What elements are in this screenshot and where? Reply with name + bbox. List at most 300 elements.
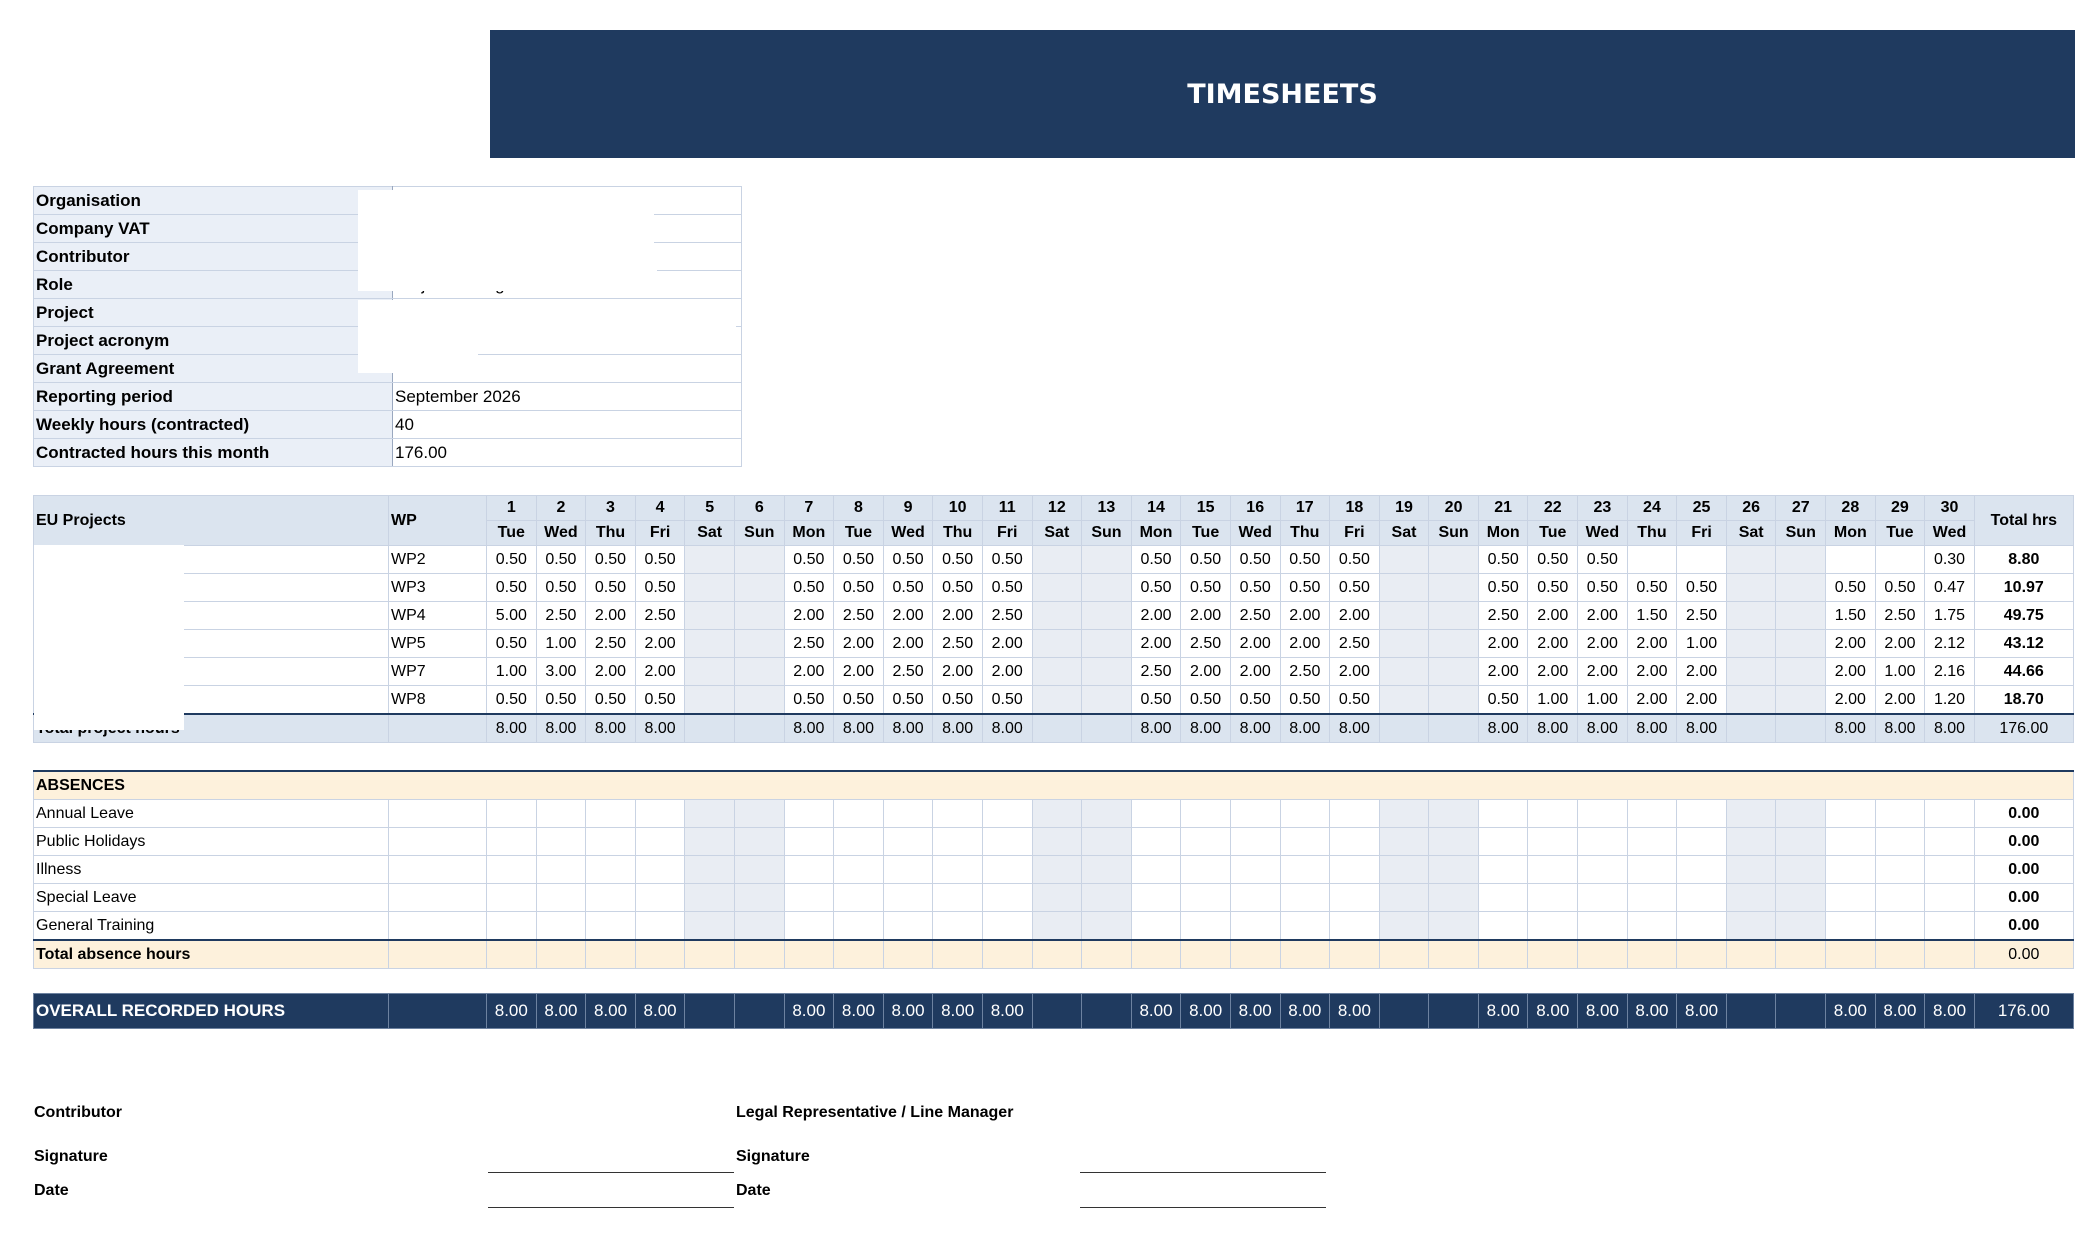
hours-cell[interactable]: 2.00 [933, 602, 983, 630]
hours-cell[interactable]: 2.00 [1330, 602, 1380, 630]
hours-cell[interactable]: 2.00 [883, 630, 933, 658]
hours-cell[interactable]: 2.00 [1875, 686, 1925, 715]
hours-cell[interactable]: 2.00 [1330, 658, 1380, 686]
absence-hours-cell[interactable] [1776, 856, 1826, 884]
hours-cell[interactable]: 2.50 [784, 630, 834, 658]
absence-hours-cell[interactable] [933, 912, 983, 941]
absence-hours-cell[interactable] [635, 828, 685, 856]
absence-hours-cell[interactable] [1478, 912, 1528, 941]
absence-hours-cell[interactable] [685, 912, 735, 941]
hours-cell[interactable] [1726, 546, 1776, 574]
absence-hours-cell[interactable] [1528, 828, 1578, 856]
hours-cell[interactable] [1726, 686, 1776, 715]
manager-date-line[interactable] [1080, 1207, 1326, 1208]
absence-hours-cell[interactable] [1776, 800, 1826, 828]
absence-hours-cell[interactable] [1478, 884, 1528, 912]
hours-cell[interactable] [1082, 686, 1132, 715]
absence-hours-cell[interactable] [1032, 800, 1082, 828]
absence-hours-cell[interactable] [1627, 912, 1677, 941]
absence-hours-cell[interactable] [1726, 800, 1776, 828]
hours-cell[interactable]: 2.00 [1230, 658, 1280, 686]
absence-hours-cell[interactable] [1578, 800, 1628, 828]
hours-cell[interactable]: 2.00 [1230, 630, 1280, 658]
absence-hours-cell[interactable] [1330, 884, 1380, 912]
hours-cell[interactable]: 2.00 [1826, 630, 1876, 658]
hours-cell[interactable]: 2.00 [784, 602, 834, 630]
hours-cell[interactable] [1875, 546, 1925, 574]
absence-hours-cell[interactable] [883, 856, 933, 884]
absence-hours-cell[interactable] [982, 912, 1032, 941]
hours-cell[interactable]: 1.75 [1925, 602, 1975, 630]
hours-cell[interactable]: 0.50 [1131, 574, 1181, 602]
absence-hours-cell[interactable] [1379, 856, 1429, 884]
hours-cell[interactable]: 2.00 [1528, 602, 1578, 630]
absence-hours-cell[interactable] [834, 884, 884, 912]
hours-cell[interactable] [1677, 546, 1727, 574]
absence-hours-cell[interactable] [1230, 856, 1280, 884]
hours-cell[interactable]: 0.50 [1578, 574, 1628, 602]
absence-hours-cell[interactable] [1726, 856, 1776, 884]
absence-hours-cell[interactable] [1429, 828, 1479, 856]
hours-cell[interactable] [1032, 574, 1082, 602]
absence-hours-cell[interactable] [536, 884, 586, 912]
hours-cell[interactable]: 0.50 [834, 546, 884, 574]
absence-hours-cell[interactable] [1082, 912, 1132, 941]
absence-hours-cell[interactable] [883, 828, 933, 856]
absence-hours-cell[interactable] [685, 856, 735, 884]
hours-cell[interactable] [1379, 574, 1429, 602]
absence-hours-cell[interactable] [1578, 912, 1628, 941]
hours-cell[interactable]: 2.00 [982, 658, 1032, 686]
hours-cell[interactable]: 0.47 [1925, 574, 1975, 602]
absence-hours-cell[interactable] [635, 912, 685, 941]
hours-cell[interactable]: 0.50 [883, 574, 933, 602]
hours-cell[interactable]: 2.12 [1925, 630, 1975, 658]
hours-cell[interactable]: 2.00 [1826, 686, 1876, 715]
hours-cell[interactable]: 2.50 [834, 602, 884, 630]
absence-hours-cell[interactable] [1677, 800, 1727, 828]
absence-hours-cell[interactable] [1032, 912, 1082, 941]
hours-cell[interactable]: 0.50 [1280, 546, 1330, 574]
hours-cell[interactable]: 0.50 [883, 686, 933, 715]
absence-hours-cell[interactable] [1082, 856, 1132, 884]
absence-hours-cell[interactable] [1776, 884, 1826, 912]
hours-cell[interactable] [1429, 546, 1479, 574]
absence-hours-cell[interactable] [1677, 884, 1727, 912]
absence-hours-cell[interactable] [1131, 828, 1181, 856]
info-value[interactable]: September 2026 [393, 383, 742, 411]
absence-hours-cell[interactable] [1776, 912, 1826, 941]
hours-cell[interactable]: 0.50 [1528, 574, 1578, 602]
absence-hours-cell[interactable] [982, 828, 1032, 856]
absence-hours-cell[interactable] [1181, 856, 1231, 884]
absence-hours-cell[interactable] [1330, 856, 1380, 884]
hours-cell[interactable]: 2.00 [1131, 630, 1181, 658]
hours-cell[interactable]: 2.50 [1875, 602, 1925, 630]
absence-hours-cell[interactable] [1627, 828, 1677, 856]
absence-hours-cell[interactable] [1875, 856, 1925, 884]
absence-hours-cell[interactable] [1875, 912, 1925, 941]
hours-cell[interactable] [1776, 686, 1826, 715]
hours-cell[interactable]: 2.00 [586, 602, 636, 630]
absence-hours-cell[interactable] [1230, 884, 1280, 912]
hours-cell[interactable]: 5.00 [487, 602, 537, 630]
hours-cell[interactable] [685, 686, 735, 715]
hours-cell[interactable] [685, 574, 735, 602]
absence-hours-cell[interactable] [1677, 828, 1727, 856]
hours-cell[interactable] [1032, 630, 1082, 658]
absence-hours-cell[interactable] [487, 884, 537, 912]
absence-hours-cell[interactable] [1429, 884, 1479, 912]
absence-hours-cell[interactable] [883, 912, 933, 941]
hours-cell[interactable]: 0.50 [1478, 546, 1528, 574]
hours-cell[interactable]: 2.00 [784, 658, 834, 686]
absence-hours-cell[interactable] [1131, 800, 1181, 828]
hours-cell[interactable]: 0.50 [1826, 574, 1876, 602]
absence-hours-cell[interactable] [1280, 800, 1330, 828]
hours-cell[interactable]: 2.50 [536, 602, 586, 630]
absence-hours-cell[interactable] [586, 800, 636, 828]
hours-cell[interactable]: 1.00 [487, 658, 537, 686]
hours-cell[interactable] [1082, 574, 1132, 602]
hours-cell[interactable]: 0.50 [1578, 546, 1628, 574]
hours-cell[interactable] [685, 546, 735, 574]
hours-cell[interactable]: 2.00 [1578, 630, 1628, 658]
hours-cell[interactable]: 0.50 [1478, 574, 1528, 602]
hours-cell[interactable] [685, 658, 735, 686]
hours-cell[interactable]: 0.50 [784, 686, 834, 715]
hours-cell[interactable]: 1.00 [1528, 686, 1578, 715]
hours-cell[interactable]: 2.50 [1131, 658, 1181, 686]
hours-cell[interactable]: 2.50 [1478, 602, 1528, 630]
absence-hours-cell[interactable] [1131, 856, 1181, 884]
hours-cell[interactable]: 0.50 [1627, 574, 1677, 602]
absence-hours-cell[interactable] [1875, 828, 1925, 856]
absence-hours-cell[interactable] [1826, 912, 1876, 941]
absence-hours-cell[interactable] [1528, 884, 1578, 912]
absence-hours-cell[interactable] [1131, 912, 1181, 941]
absence-hours-cell[interactable] [1181, 884, 1231, 912]
hours-cell[interactable] [734, 658, 784, 686]
absence-hours-cell[interactable] [1230, 828, 1280, 856]
hours-cell[interactable]: 1.00 [1677, 630, 1727, 658]
hours-cell[interactable]: 0.50 [1230, 546, 1280, 574]
hours-cell[interactable]: 0.50 [536, 546, 586, 574]
hours-cell[interactable] [685, 602, 735, 630]
absence-hours-cell[interactable] [1875, 800, 1925, 828]
hours-cell[interactable]: 2.00 [1478, 658, 1528, 686]
hours-cell[interactable]: 2.00 [635, 630, 685, 658]
absence-hours-cell[interactable] [1181, 912, 1231, 941]
hours-cell[interactable]: 2.00 [834, 630, 884, 658]
absence-hours-cell[interactable] [883, 800, 933, 828]
hours-cell[interactable] [1082, 630, 1132, 658]
hours-cell[interactable]: 2.00 [1677, 686, 1727, 715]
absence-hours-cell[interactable] [734, 884, 784, 912]
absence-hours-cell[interactable] [1677, 856, 1727, 884]
absence-hours-cell[interactable] [1826, 884, 1876, 912]
hours-cell[interactable] [1379, 658, 1429, 686]
hours-cell[interactable] [1726, 630, 1776, 658]
hours-cell[interactable] [1032, 658, 1082, 686]
hours-cell[interactable]: 1.00 [1875, 658, 1925, 686]
contributor-signature-line[interactable] [488, 1172, 734, 1173]
hours-cell[interactable] [734, 602, 784, 630]
hours-cell[interactable]: 0.50 [1280, 574, 1330, 602]
hours-cell[interactable]: 0.50 [1131, 546, 1181, 574]
hours-cell[interactable] [1082, 658, 1132, 686]
hours-cell[interactable] [1776, 546, 1826, 574]
hours-cell[interactable] [1429, 686, 1479, 715]
hours-cell[interactable]: 2.00 [1826, 658, 1876, 686]
absence-hours-cell[interactable] [1875, 884, 1925, 912]
hours-cell[interactable] [1429, 602, 1479, 630]
hours-cell[interactable] [1776, 630, 1826, 658]
hours-cell[interactable]: 0.50 [1330, 686, 1380, 715]
absence-hours-cell[interactable] [536, 912, 586, 941]
absence-hours-cell[interactable] [933, 856, 983, 884]
hours-cell[interactable]: 0.50 [1181, 574, 1231, 602]
absence-hours-cell[interactable] [1379, 828, 1429, 856]
absence-hours-cell[interactable] [1330, 828, 1380, 856]
absence-hours-cell[interactable] [734, 828, 784, 856]
hours-cell[interactable] [1776, 574, 1826, 602]
hours-cell[interactable]: 2.50 [586, 630, 636, 658]
hours-cell[interactable]: 0.50 [1131, 686, 1181, 715]
absence-hours-cell[interactable] [536, 800, 586, 828]
hours-cell[interactable]: 0.50 [487, 630, 537, 658]
absence-hours-cell[interactable] [1082, 828, 1132, 856]
absence-hours-cell[interactable] [1379, 884, 1429, 912]
absence-hours-cell[interactable] [784, 884, 834, 912]
hours-cell[interactable] [1776, 602, 1826, 630]
absence-hours-cell[interactable] [635, 884, 685, 912]
hours-cell[interactable] [685, 630, 735, 658]
hours-cell[interactable]: 2.50 [1181, 630, 1231, 658]
absence-hours-cell[interactable] [586, 856, 636, 884]
absence-hours-cell[interactable] [635, 800, 685, 828]
absence-hours-cell[interactable] [685, 884, 735, 912]
absence-hours-cell[interactable] [1726, 912, 1776, 941]
hours-cell[interactable] [1429, 630, 1479, 658]
hours-cell[interactable]: 2.50 [982, 602, 1032, 630]
absence-hours-cell[interactable] [1032, 884, 1082, 912]
hours-cell[interactable] [1379, 630, 1429, 658]
hours-cell[interactable] [1726, 658, 1776, 686]
absence-hours-cell[interactable] [734, 856, 784, 884]
contributor-date-line[interactable] [488, 1207, 734, 1208]
absence-hours-cell[interactable] [1925, 800, 1975, 828]
hours-cell[interactable]: 2.00 [883, 602, 933, 630]
absence-hours-cell[interactable] [784, 800, 834, 828]
absence-hours-cell[interactable] [1528, 800, 1578, 828]
absence-hours-cell[interactable] [1379, 800, 1429, 828]
hours-cell[interactable]: 0.50 [1528, 546, 1578, 574]
hours-cell[interactable] [1379, 546, 1429, 574]
absence-hours-cell[interactable] [1627, 800, 1677, 828]
absence-hours-cell[interactable] [734, 800, 784, 828]
absence-hours-cell[interactable] [1280, 828, 1330, 856]
manager-signature-line[interactable] [1080, 1172, 1326, 1173]
absence-hours-cell[interactable] [1478, 800, 1528, 828]
hours-cell[interactable]: 2.00 [586, 658, 636, 686]
hours-cell[interactable]: 0.50 [536, 574, 586, 602]
hours-cell[interactable] [734, 546, 784, 574]
hours-cell[interactable]: 0.50 [1280, 686, 1330, 715]
absence-hours-cell[interactable] [1578, 856, 1628, 884]
absence-hours-cell[interactable] [1032, 828, 1082, 856]
absence-hours-cell[interactable] [834, 828, 884, 856]
hours-cell[interactable]: 0.50 [635, 686, 685, 715]
hours-cell[interactable]: 0.30 [1925, 546, 1975, 574]
hours-cell[interactable]: 2.00 [1528, 658, 1578, 686]
absence-hours-cell[interactable] [933, 884, 983, 912]
absence-hours-cell[interactable] [1230, 800, 1280, 828]
hours-cell[interactable]: 0.50 [1181, 546, 1231, 574]
absence-hours-cell[interactable] [784, 828, 834, 856]
info-value[interactable]: 40 [393, 411, 742, 439]
absence-hours-cell[interactable] [933, 800, 983, 828]
absence-hours-cell[interactable] [784, 912, 834, 941]
absence-hours-cell[interactable] [487, 856, 537, 884]
hours-cell[interactable]: 2.16 [1925, 658, 1975, 686]
absence-hours-cell[interactable] [1925, 856, 1975, 884]
hours-cell[interactable]: 2.00 [834, 658, 884, 686]
hours-cell[interactable] [734, 686, 784, 715]
absence-hours-cell[interactable] [536, 856, 586, 884]
absence-hours-cell[interactable] [1330, 800, 1380, 828]
absence-hours-cell[interactable] [1478, 828, 1528, 856]
info-value[interactable]: 176.00 [393, 439, 742, 467]
hours-cell[interactable]: 2.00 [1478, 630, 1528, 658]
absence-hours-cell[interactable] [1578, 884, 1628, 912]
hours-cell[interactable] [1627, 546, 1677, 574]
absence-hours-cell[interactable] [1429, 800, 1479, 828]
absence-hours-cell[interactable] [685, 828, 735, 856]
hours-cell[interactable]: 0.50 [784, 546, 834, 574]
absence-hours-cell[interactable] [1082, 800, 1132, 828]
absence-hours-cell[interactable] [982, 800, 1032, 828]
hours-cell[interactable]: 0.50 [586, 546, 636, 574]
absence-hours-cell[interactable] [1627, 884, 1677, 912]
hours-cell[interactable]: 2.00 [1627, 630, 1677, 658]
hours-cell[interactable] [1776, 658, 1826, 686]
absence-hours-cell[interactable] [1230, 912, 1280, 941]
absence-hours-cell[interactable] [1379, 912, 1429, 941]
hours-cell[interactable]: 0.50 [933, 574, 983, 602]
absence-hours-cell[interactable] [1131, 884, 1181, 912]
hours-cell[interactable] [1082, 602, 1132, 630]
hours-cell[interactable]: 0.50 [536, 686, 586, 715]
absence-hours-cell[interactable] [1528, 856, 1578, 884]
absence-hours-cell[interactable] [487, 912, 537, 941]
absence-hours-cell[interactable] [1925, 912, 1975, 941]
hours-cell[interactable]: 2.00 [933, 658, 983, 686]
absence-hours-cell[interactable] [834, 856, 884, 884]
absence-hours-cell[interactable] [1726, 884, 1776, 912]
absence-hours-cell[interactable] [1726, 828, 1776, 856]
hours-cell[interactable]: 2.00 [1181, 602, 1231, 630]
hours-cell[interactable]: 0.50 [834, 574, 884, 602]
hours-cell[interactable]: 2.00 [1131, 602, 1181, 630]
hours-cell[interactable]: 2.50 [1230, 602, 1280, 630]
hours-cell[interactable]: 0.50 [1677, 574, 1727, 602]
absence-hours-cell[interactable] [1776, 828, 1826, 856]
absence-hours-cell[interactable] [1181, 800, 1231, 828]
hours-cell[interactable]: 0.50 [586, 686, 636, 715]
absence-hours-cell[interactable] [685, 800, 735, 828]
hours-cell[interactable]: 2.00 [1528, 630, 1578, 658]
absence-hours-cell[interactable] [586, 828, 636, 856]
hours-cell[interactable] [1726, 602, 1776, 630]
hours-cell[interactable] [1082, 546, 1132, 574]
absence-hours-cell[interactable] [933, 828, 983, 856]
hours-cell[interactable]: 0.50 [1478, 686, 1528, 715]
absence-hours-cell[interactable] [834, 800, 884, 828]
absence-hours-cell[interactable] [635, 856, 685, 884]
hours-cell[interactable]: 0.50 [982, 574, 1032, 602]
absence-hours-cell[interactable] [1429, 856, 1479, 884]
hours-cell[interactable]: 1.00 [1578, 686, 1628, 715]
absence-hours-cell[interactable] [1478, 856, 1528, 884]
absence-hours-cell[interactable] [734, 912, 784, 941]
hours-cell[interactable] [1429, 658, 1479, 686]
absence-hours-cell[interactable] [1578, 828, 1628, 856]
absence-hours-cell[interactable] [1082, 884, 1132, 912]
absence-hours-cell[interactable] [1826, 856, 1876, 884]
hours-cell[interactable]: 1.50 [1627, 602, 1677, 630]
absence-hours-cell[interactable] [1826, 828, 1876, 856]
absence-hours-cell[interactable] [982, 884, 1032, 912]
absence-hours-cell[interactable] [1925, 884, 1975, 912]
hours-cell[interactable]: 0.50 [834, 686, 884, 715]
hours-cell[interactable]: 0.50 [933, 686, 983, 715]
hours-cell[interactable]: 0.50 [586, 574, 636, 602]
hours-cell[interactable]: 2.00 [1578, 658, 1628, 686]
hours-cell[interactable]: 2.50 [1280, 658, 1330, 686]
hours-cell[interactable] [1032, 686, 1082, 715]
hours-cell[interactable]: 0.50 [487, 686, 537, 715]
absence-hours-cell[interactable] [1181, 828, 1231, 856]
absence-hours-cell[interactable] [1280, 884, 1330, 912]
absence-hours-cell[interactable] [487, 800, 537, 828]
hours-cell[interactable]: 2.00 [1280, 602, 1330, 630]
hours-cell[interactable]: 0.50 [1875, 574, 1925, 602]
absence-hours-cell[interactable] [1280, 912, 1330, 941]
absence-hours-cell[interactable] [487, 828, 537, 856]
hours-cell[interactable]: 0.50 [1330, 546, 1380, 574]
hours-cell[interactable]: 3.00 [536, 658, 586, 686]
hours-cell[interactable]: 0.50 [1230, 574, 1280, 602]
hours-cell[interactable]: 2.00 [1677, 658, 1727, 686]
hours-cell[interactable]: 2.00 [1875, 630, 1925, 658]
absence-hours-cell[interactable] [1826, 800, 1876, 828]
absence-hours-cell[interactable] [883, 884, 933, 912]
hours-cell[interactable] [734, 574, 784, 602]
hours-cell[interactable]: 2.00 [1280, 630, 1330, 658]
hours-cell[interactable]: 2.00 [635, 658, 685, 686]
hours-cell[interactable]: 0.50 [487, 574, 537, 602]
hours-cell[interactable] [734, 630, 784, 658]
absence-hours-cell[interactable] [982, 856, 1032, 884]
hours-cell[interactable]: 0.50 [1181, 686, 1231, 715]
absence-hours-cell[interactable] [1429, 912, 1479, 941]
absence-hours-cell[interactable] [1528, 912, 1578, 941]
hours-cell[interactable]: 0.50 [933, 546, 983, 574]
hours-cell[interactable]: 0.50 [982, 686, 1032, 715]
hours-cell[interactable]: 0.50 [982, 546, 1032, 574]
hours-cell[interactable] [1032, 602, 1082, 630]
